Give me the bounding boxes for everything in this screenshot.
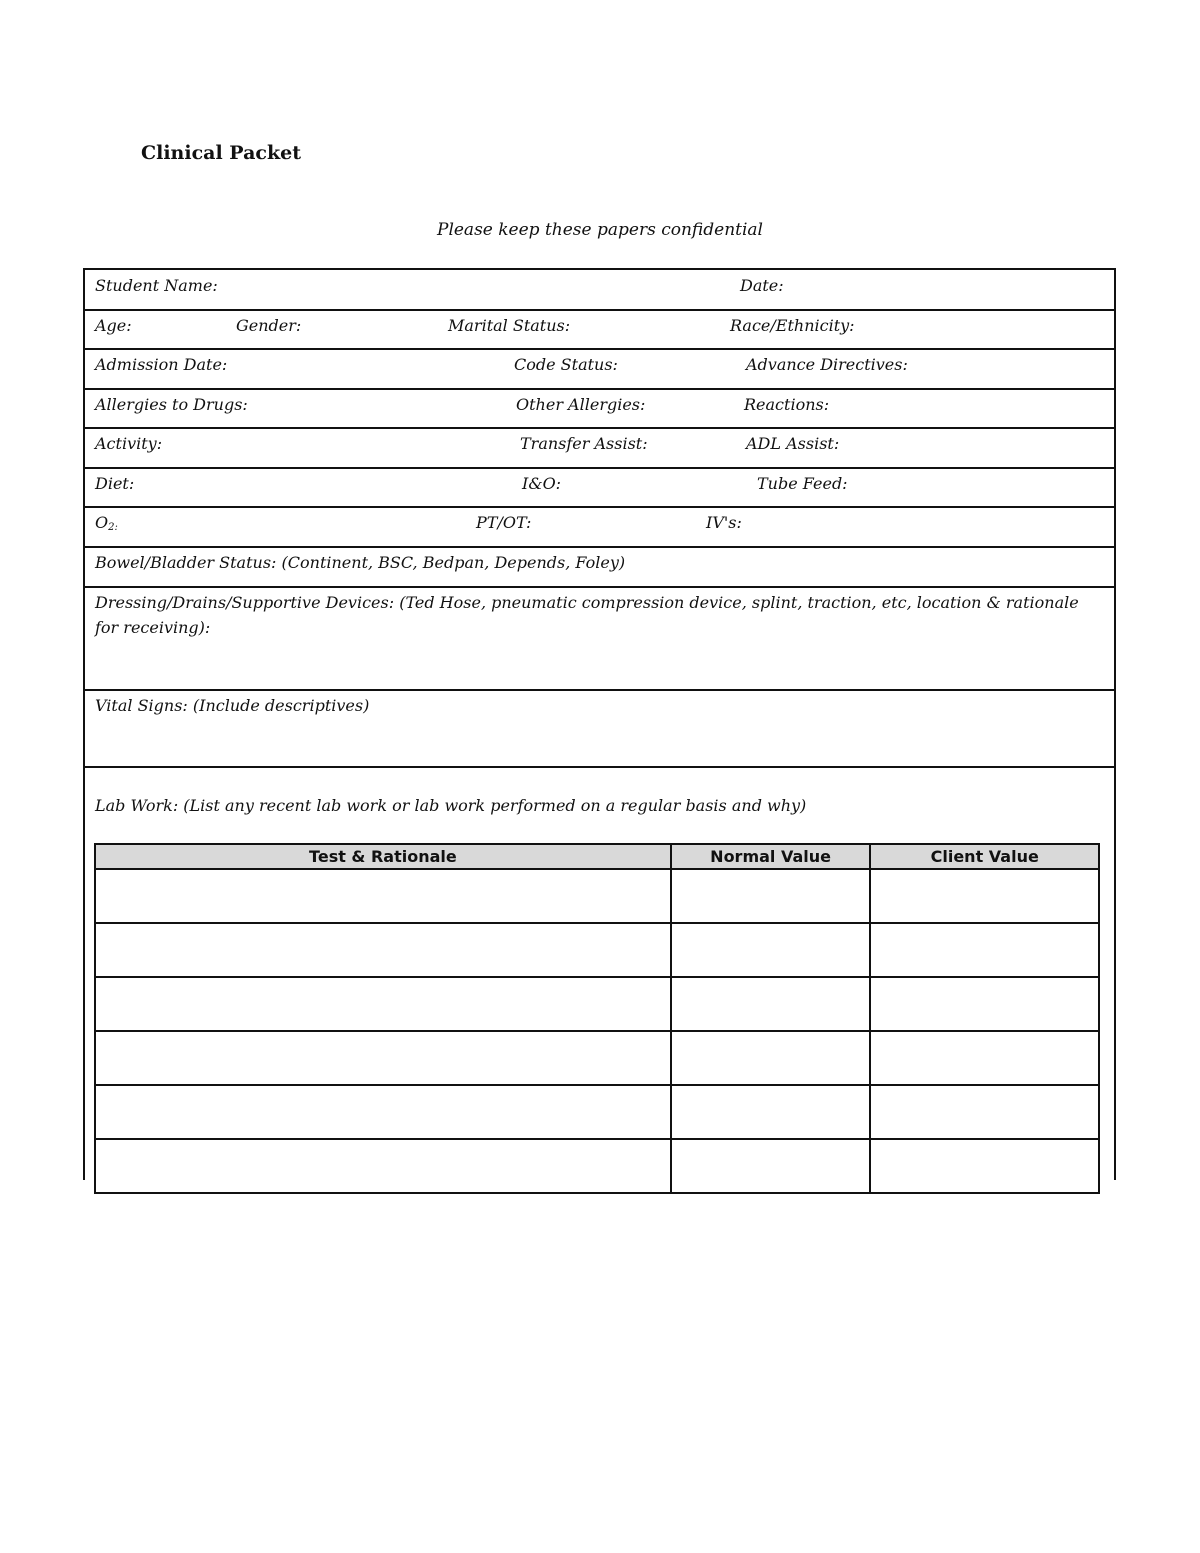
table-row: [95, 923, 1099, 977]
advance-directives-label: Advance Directives:: [746, 355, 908, 374]
form-row-admission: [85, 350, 1114, 390]
client-value-header: Client Value: [870, 844, 1099, 869]
normal-value-cell[interactable]: [671, 1031, 871, 1085]
oxygen-label: $O_{2:}$: [95, 513, 118, 533]
client-value-cell[interactable]: [870, 977, 1099, 1031]
form-row-activity: [85, 429, 1114, 469]
client-value-cell[interactable]: [870, 1085, 1099, 1139]
client-value-cell[interactable]: [870, 869, 1099, 923]
test-rationale-cell[interactable]: [95, 1139, 671, 1193]
test-rationale-header: Test & Rationale: [95, 844, 671, 869]
form-row-vital-signs: [85, 691, 1114, 768]
code-status-label: Code Status:: [514, 355, 618, 374]
confidential-notice: Please keep these papers confidential: [437, 220, 763, 240]
drug-allergies-label: Allergies to Drugs:: [95, 395, 248, 414]
marital-status-label: Marital Status:: [448, 316, 571, 335]
table-row: [95, 977, 1099, 1031]
other-allergies-label: Other Allergies:: [516, 395, 646, 414]
normal-value-cell[interactable]: [671, 869, 871, 923]
normal-value-cell[interactable]: [671, 923, 871, 977]
form-row-bowel-bladder: [85, 548, 1114, 588]
admission-date-label: Admission Date:: [95, 355, 228, 374]
transfer-assist-label: Transfer Assist:: [520, 434, 648, 453]
intake-output-label: I&O:: [522, 474, 562, 493]
student-name-label: Student Name:: [95, 276, 218, 295]
form-row-demographics: [85, 311, 1114, 350]
diet-label: Diet:: [95, 474, 135, 493]
client-value-cell[interactable]: [870, 1031, 1099, 1085]
pt-ot-label: PT/OT:: [476, 513, 532, 532]
reactions-label: Reactions:: [744, 395, 830, 414]
normal-value-cell[interactable]: [671, 1139, 871, 1193]
form-row-oxygen: [85, 508, 1114, 548]
table-row: [95, 869, 1099, 923]
table-row: [95, 1139, 1099, 1193]
normal-value-cell[interactable]: [671, 1085, 871, 1139]
client-value-cell[interactable]: [870, 923, 1099, 977]
age-label: Age:: [95, 316, 132, 335]
activity-label: Activity:: [95, 434, 163, 453]
lab-work-table: [94, 843, 1100, 1194]
form-row-student: [85, 270, 1114, 311]
form-row-dressing: [85, 588, 1114, 691]
tube-feed-label: Tube Feed:: [757, 474, 848, 493]
dressing-devices-label: Dressing/Drains/Supportive Devices: (Ted Hose, pneumatic compression device, splint, traction, etc, location & rationale for receiving):: [95, 593, 1079, 637]
gender-label: Gender:: [236, 316, 302, 335]
bowel-bladder-label: Bowel/Bladder Status: (Continent, BSC, Bedpan, Depends, Foley): [95, 553, 626, 572]
date-label: Date:: [740, 276, 784, 295]
test-rationale-cell[interactable]: [95, 1085, 671, 1139]
race-ethnicity-label: Race/Ethnicity:: [730, 316, 855, 335]
table-row: [95, 1085, 1099, 1139]
client-value-cell[interactable]: [870, 1139, 1099, 1193]
form-row-allergies: [85, 390, 1114, 429]
document-title: Clinical Packet: [141, 142, 301, 164]
vital-signs-label: Vital Signs: (Include descriptives): [95, 696, 370, 715]
ivs-label: IV's:: [706, 513, 742, 532]
normal-value-header: Normal Value: [671, 844, 871, 869]
table-row: [95, 1031, 1099, 1085]
clinical-form: [83, 268, 1116, 1180]
lab-table-header-row: [95, 844, 1099, 869]
test-rationale-cell[interactable]: [95, 869, 671, 923]
test-rationale-cell[interactable]: [95, 977, 671, 1031]
lab-work-label: Lab Work: (List any recent lab work or lab work performed on a regular basis and why): [95, 796, 807, 815]
adl-assist-label: ADL Assist:: [746, 434, 840, 453]
test-rationale-cell[interactable]: [95, 1031, 671, 1085]
normal-value-cell[interactable]: [671, 977, 871, 1031]
form-row-diet: [85, 469, 1114, 508]
test-rationale-cell[interactable]: [95, 923, 671, 977]
